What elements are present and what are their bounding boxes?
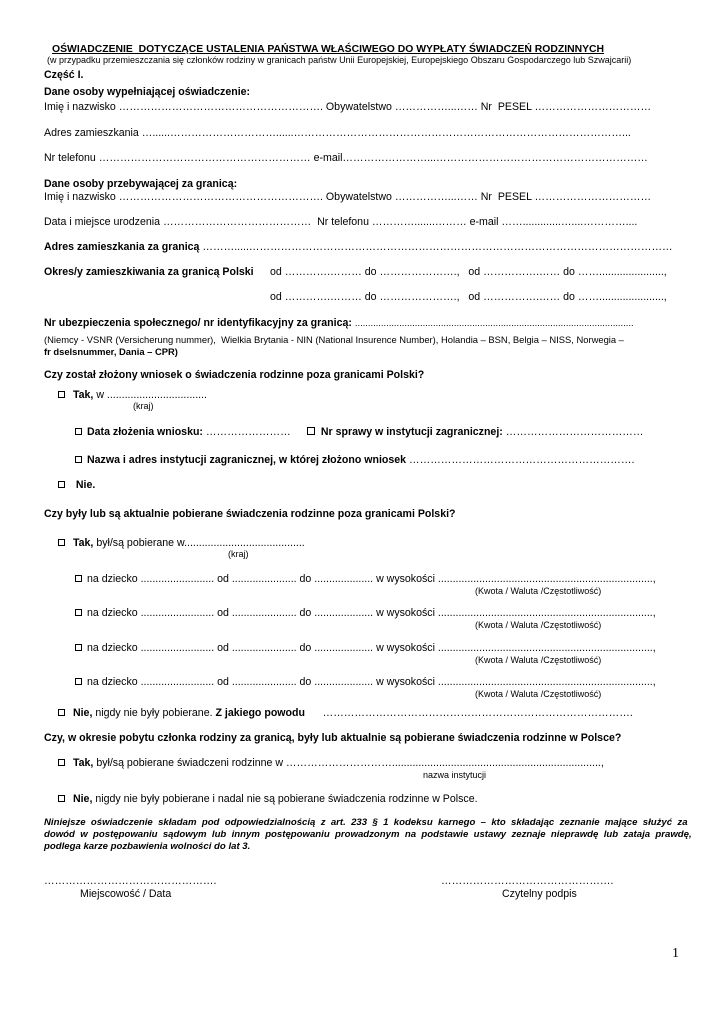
q1-yes-option[interactable] xyxy=(58,390,207,402)
q2-no-text: nigdy nie były pobierane. xyxy=(92,707,216,719)
insurance-row[interactable] xyxy=(44,318,634,330)
q2-child-checkbox[interactable] xyxy=(75,678,82,685)
q1-case-label: Nr sprawy w instytucji zagranicznej: xyxy=(320,426,503,438)
insurance-dots[interactable]: ........................................................................................................... xyxy=(354,317,634,328)
q1-country-caption: (kraj) xyxy=(133,401,154,411)
declarant-phone-field[interactable]: Nr telefonu …………………………………………………… e-mail……………………...…………………………………………………… xyxy=(44,152,648,164)
place-date-label: Miejscowość / Data xyxy=(80,888,172,900)
q2-yes-checkbox[interactable] xyxy=(58,539,65,546)
q1-no-option[interactable] xyxy=(58,480,95,492)
insurance-label: Nr ubezpieczenia społecznego/ nr identyfikacyjny za granicą: xyxy=(44,317,352,329)
q2-no-option[interactable] xyxy=(58,708,633,720)
q1-date-checkbox[interactable] xyxy=(75,428,82,435)
q1-no-checkbox[interactable] xyxy=(58,481,65,488)
q2-amount-caption: (Kwota / Waluta /Częstotliwość) xyxy=(475,620,602,630)
q1-yes-checkbox[interactable] xyxy=(58,391,65,398)
q1-institution-dots[interactable]: ………………………………………………………. xyxy=(406,454,635,466)
signature-label: Czytelny podpis xyxy=(502,888,577,900)
q2-reason-dots[interactable]: ……………………………………………………………………………. xyxy=(304,707,633,719)
q2-country-dots[interactable]: był/są pobierane w......................................... xyxy=(93,537,305,549)
q2-child-text[interactable]: na dziecko ......................... od ...................... do .................... w wysokości ........................................................................., xyxy=(87,607,656,619)
q2-yes-label: Tak, xyxy=(72,537,94,549)
statement-line-1: Niniejsze oświadczenie składam pod odpowiedzialnością z art. 233 § 1 kodeksu karnego – kto składając zeznanie mające służyć za xyxy=(44,817,688,828)
abroad-heading: Dane osoby przebywającej za granicą: xyxy=(44,178,238,190)
signature-dots[interactable]: …………………………………………. xyxy=(441,875,614,887)
q1-yes-label: Tak, xyxy=(72,389,94,401)
abroad-address-label: Adres zamieszkania za granicą xyxy=(44,241,200,253)
place-date-dots[interactable]: …………………………………………. xyxy=(44,875,217,887)
q1-case-checkbox[interactable] xyxy=(307,427,315,435)
statement-line-2: dowód w postępowaniu sądowym lub innym postępowaniu prowadzonym na podstawie ustawy zeznaje nieprawdę lub zataja prawdę, xyxy=(44,829,692,840)
q2-amount-caption: (Kwota / Waluta /Częstotliwość) xyxy=(475,655,602,665)
insurance-note-1: (Niemcy - VSNR (Versicherung nummer), Wielkia Brytania - NIN (National Insurence Number), Holandia – BSN, Belgia – NISS, Norwegia – xyxy=(44,334,624,345)
q1-date-label: Data złożenia wniosku: xyxy=(87,426,203,438)
page-number: 1 xyxy=(672,946,679,961)
q1-no-label: Nie. xyxy=(75,479,96,491)
period-row-1[interactable]: od ………….……… do …………………., od …………….…… do ……......................, xyxy=(270,266,667,278)
abroad-address-dots[interactable]: ……….....………………………………………………………………………………………………………… xyxy=(202,241,673,253)
question-1: Czy został złożony wniosek o świadczenia rodzinne poza granicami Polski? xyxy=(44,369,425,381)
declarant-heading: Dane osoby wypełniającej oświadczenie: xyxy=(44,86,251,98)
abroad-address-row[interactable] xyxy=(44,242,673,254)
statement-line-3: podlega karze pozbawienia wolności do lat 3. xyxy=(44,841,251,852)
q3-yes-label: Tak, xyxy=(72,757,94,769)
period-label: Okres/y zamieszkiwania za granicą Polski xyxy=(44,266,254,278)
declarant-name-field[interactable]: Imię i nazwisko …………………………………………………. Obywatelstwo ……………...…… Nr PESEL …………………………… xyxy=(44,101,652,113)
q1-institution-label: Nazwa i adres instytucji zagranicznej, w której złożono wniosek xyxy=(87,454,407,466)
q2-child-text[interactable]: na dziecko ......................... od ...................... do .................... w wysokości ........................................................................., xyxy=(87,573,656,585)
q2-child-text[interactable]: na dziecko ......................... od ...................... do .................... w wysokości ........................................................................., xyxy=(87,642,656,654)
abroad-name-field[interactable]: Imię i nazwisko …………………………………………………. Obywatelstwo ……………...…… Nr PESEL …………………………… xyxy=(44,191,652,203)
q2-no-checkbox[interactable] xyxy=(58,709,65,716)
q2-country-caption: (kraj) xyxy=(228,549,249,559)
q2-child-text[interactable]: na dziecko ......................... od ...................... do .................... w wysokości ........................................................................., xyxy=(87,676,656,688)
q1-institution-checkbox[interactable] xyxy=(75,456,82,463)
q3-institution-caption: nazwa instytucji xyxy=(423,770,487,780)
period-row-2[interactable]: od ………….……… do …………………., od …………….…… do ……......................, xyxy=(270,291,667,303)
question-2: Czy były lub są aktualnie pobierane świadczenia rodzinne poza granicami Polski? xyxy=(44,508,456,520)
q2-amount-caption: (Kwota / Waluta /Częstotliwość) xyxy=(475,586,602,596)
q1-case-dots[interactable]: ………………………………… xyxy=(502,426,644,438)
q3-yes-option[interactable] xyxy=(58,758,604,770)
q2-reason-label: Z jakiego powodu xyxy=(215,707,305,719)
question-3: Czy, w okresie pobytu członka rodziny za granicą, były lub aktualnie są pobierane świadczenia rodzinne w Polsce? xyxy=(44,732,622,744)
q3-no-option[interactable] xyxy=(58,794,478,806)
q1-date-dots[interactable]: …………………… xyxy=(202,426,291,438)
q1-institution-row[interactable] xyxy=(75,455,634,467)
q2-child-row[interactable] xyxy=(75,677,656,689)
q2-child-row[interactable] xyxy=(75,574,656,586)
q1-date-row[interactable] xyxy=(75,427,291,439)
q2-child-checkbox[interactable] xyxy=(75,575,82,582)
q2-child-checkbox[interactable] xyxy=(75,644,82,651)
part-label: Część I. xyxy=(44,69,84,81)
q2-child-row[interactable] xyxy=(75,643,656,655)
abroad-birth-field[interactable]: Data i miejsce urodzenia …………………………………… Nr telefonu ………….......……… e-mail …….............…....………….... xyxy=(44,216,638,228)
q1-country-dots[interactable]: w .................................. xyxy=(93,389,207,401)
q2-child-row[interactable] xyxy=(75,608,656,620)
q2-child-checkbox[interactable] xyxy=(75,609,82,616)
document-subtitle: (w przypadku przemieszczania się członków rodziny w granicach państw Unii Europejskiej, Europejskiego Obszaru Gospodarczego lub Szwajcarii) xyxy=(47,55,632,65)
q2-amount-caption: (Kwota / Waluta /Częstotliwość) xyxy=(475,689,602,699)
q3-no-text: nigdy nie były pobierane i nadal nie są pobierane świadczenia rodzinne w Polsce. xyxy=(92,793,478,805)
q1-case-row[interactable] xyxy=(307,427,643,439)
q3-yes-checkbox[interactable] xyxy=(58,759,65,766)
q2-yes-option[interactable] xyxy=(58,538,305,550)
q3-institution-dots[interactable]: był/są pobierane świadczeni rodzinne w …………………………......................................................................., xyxy=(93,757,604,769)
declarant-address-field[interactable]: Adres zamieszkania …......…………………………......…………………………………………………………………………………... xyxy=(44,127,631,139)
q3-no-label: Nie, xyxy=(72,793,93,805)
q3-no-checkbox[interactable] xyxy=(58,795,65,802)
q2-no-label: Nie, xyxy=(72,707,93,719)
document-title: OŚWIADCZENIE DOTYCZĄCE USTALENIA PAŃSTWA WŁAŚCIWEGO DO WYPŁATY ŚWIADCZEŃ RODZINNYCH xyxy=(52,44,605,55)
insurance-note-2: fr dselsnummer, Dania – CPR) xyxy=(44,346,178,357)
